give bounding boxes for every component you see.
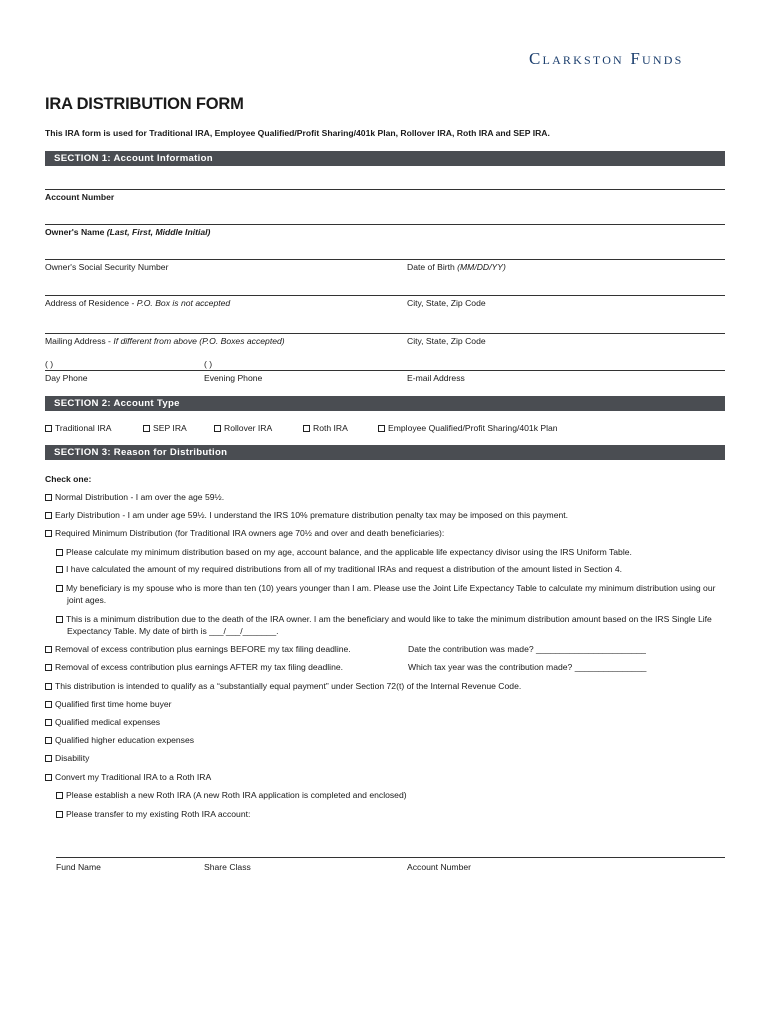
dob-label [407, 262, 506, 272]
checkbox-icon[interactable] [378, 425, 385, 432]
mailing-field[interactable] [45, 311, 385, 333]
ssn-label: Owner's Social Security Number [45, 262, 169, 272]
option-employee-qualified[interactable]: Employee Qualified/Profit Sharing/401k Plan [378, 423, 558, 433]
evening-phone-label: Evening Phone [204, 373, 263, 383]
option-rmd-calculated[interactable]: I have calculated the amount of my required distributions from all of my traditional IRAs and request a distribution of the amount listed in Section 4. [56, 564, 622, 574]
form-subtitle: This IRA form is used for Traditional IRA, Employee Qualified/Profit Sharing/401k Plan, Rollover IRA, Roth IRA and SEP IRA. [45, 128, 550, 138]
evening-phone-field[interactable] [204, 350, 394, 370]
option-traditional-ira[interactable]: Traditional IRA [45, 423, 112, 433]
account-number-label: Account Number [45, 192, 115, 202]
city-state-zip-field-1[interactable] [407, 273, 725, 295]
dob-hint: (MM/DD/YY) [457, 262, 506, 272]
option-required-minimum[interactable]: Required Minimum Distribution (for Traditional IRA owners age 70½ and over and death beneficiaries): [45, 528, 444, 538]
residence-field[interactable] [45, 273, 385, 295]
owner-name-hint: (Last, First, Middle Initial) [106, 227, 211, 237]
owner-name-label [45, 227, 210, 237]
brand-logo: Clarkston Funds [529, 49, 684, 68]
option-disability[interactable]: Disability [45, 753, 89, 763]
option-education[interactable]: Qualified higher education expenses [45, 735, 194, 745]
email-label: E-mail Address [407, 373, 465, 383]
option-excess-after[interactable]: Removal of excess contribution plus earnings AFTER my tax filing deadline. [45, 662, 343, 672]
option-new-roth[interactable]: Please establish a new Roth IRA (A new Roth IRA application is completed and enclosed) [56, 790, 407, 800]
checkbox-icon[interactable] [45, 664, 52, 671]
checkbox-icon[interactable] [214, 425, 221, 432]
option-rmd-calculate[interactable]: Please calculate my minimum distribution based on my age, account balance, and the applicable life expectancy divisor using the IRS Uniform Table. [56, 547, 632, 557]
checkbox-icon[interactable] [303, 425, 310, 432]
fund-name-label: Fund Name [56, 862, 101, 872]
checkbox-icon[interactable] [56, 566, 63, 573]
checkbox-icon[interactable] [56, 792, 63, 799]
option-sep-ira[interactable]: SEP IRA [143, 423, 187, 433]
option-normal-distribution[interactable]: Normal Distribution - I am over the age 59½. [45, 492, 224, 502]
share-class-label: Share Class [204, 862, 251, 872]
ssn-field[interactable] [45, 237, 385, 259]
option-medical[interactable]: Qualified medical expenses [45, 717, 160, 727]
evening-phone-paren: ( ) [204, 359, 213, 369]
checkbox-icon[interactable] [45, 755, 52, 762]
account-number-field[interactable] [45, 167, 725, 189]
section-2-header: SECTION 2: Account Type [45, 396, 725, 411]
option-early-distribution[interactable]: Early Distribution - I am under age 59½. I understand the IRS 10% premature distribution penalty tax may be imposed on this payment. [45, 510, 568, 520]
mailing-label [45, 336, 285, 346]
mailing-hint: If different from above (P.O. Boxes accepted) [113, 336, 285, 346]
checkbox-icon[interactable] [56, 585, 63, 592]
section-1-header: SECTION 1: Account Information [45, 151, 725, 166]
section-3-header: SECTION 3: Reason for Distribution [45, 445, 725, 460]
option-convert-roth[interactable]: Convert my Traditional IRA to a Roth IRA [45, 772, 211, 782]
option-substantially-equal[interactable]: This distribution is intended to qualify as a “substantially equal payment” under Section 72(t) of the Internal Revenue Code. [45, 681, 521, 691]
day-phone-paren: ( ) [45, 359, 54, 369]
tax-year-contribution[interactable]: Which tax year was the contribution made? _______________ [408, 662, 647, 672]
city-state-zip-label-2: City, State, Zip Code [407, 336, 486, 346]
date-contribution-made[interactable]: Date the contribution was made? _______________________ [408, 644, 646, 654]
option-excess-before[interactable]: Removal of excess contribution plus earnings BEFORE my tax filing deadline. [45, 644, 351, 654]
city-state-zip-label-1: City, State, Zip Code [407, 298, 486, 308]
day-phone-label: Day Phone [45, 373, 88, 383]
residence-label [45, 298, 230, 308]
owner-name-line [45, 224, 725, 225]
checkbox-icon[interactable] [56, 616, 63, 623]
option-existing-roth[interactable]: Please transfer to my existing Roth IRA account: [56, 809, 250, 819]
option-rmd-spouse[interactable]: My beneficiary is my spouse who is more than ten (10) years younger than I am. Please use the Joint Life Expectancy Table to calculate my minimum distribution using our joint ages. [56, 582, 726, 606]
checkbox-icon[interactable] [45, 494, 52, 501]
mailing-line [45, 333, 725, 334]
option-first-home[interactable]: Qualified first time home buyer [45, 699, 172, 709]
checkbox-icon[interactable] [45, 683, 52, 690]
email-field[interactable] [407, 350, 725, 370]
form-title: IRA DISTRIBUTION FORM [45, 95, 244, 113]
phone-line [45, 370, 725, 371]
city-state-zip-field-2[interactable] [407, 311, 725, 333]
checkbox-icon[interactable] [45, 530, 52, 537]
owner-name-field[interactable] [45, 202, 725, 224]
checkbox-icon[interactable] [56, 549, 63, 556]
ssn-line [45, 259, 725, 260]
option-roth-ira[interactable]: Roth IRA [303, 423, 348, 433]
owner-name-text: Owner's Name [45, 227, 105, 237]
dob-field[interactable] [407, 237, 725, 259]
residence-line [45, 295, 725, 296]
checkbox-icon[interactable] [45, 646, 52, 653]
residence-text: Address of Residence - [45, 298, 135, 308]
checkbox-icon[interactable] [143, 425, 150, 432]
checkbox-icon[interactable] [56, 811, 63, 818]
option-rmd-death[interactable]: This is a minimum distribution due to the death of the IRA owner. I am the beneficiary and would like to take the minimum distribution amount based on the IRS Single Life Expectancy Table. My date of birth is ___/___/_______. [56, 613, 726, 637]
account-number-line [45, 189, 725, 190]
checkbox-icon[interactable] [45, 425, 52, 432]
day-phone-field[interactable] [45, 350, 195, 370]
dob-text: Date of Birth [407, 262, 455, 272]
roth-account-field[interactable] [56, 835, 725, 857]
checkbox-icon[interactable] [45, 701, 52, 708]
residence-hint: P.O. Box is not accepted [136, 298, 231, 308]
account-number-label-2: Account Number [407, 862, 472, 872]
checkbox-icon[interactable] [45, 719, 52, 726]
option-rollover-ira[interactable]: Rollover IRA [214, 423, 272, 433]
checkbox-icon[interactable] [45, 737, 52, 744]
check-one-label: Check one: [45, 474, 92, 484]
roth-account-line [56, 857, 725, 858]
checkbox-icon[interactable] [45, 774, 52, 781]
checkbox-icon[interactable] [45, 512, 52, 519]
mailing-text: Mailing Address - [45, 336, 111, 346]
